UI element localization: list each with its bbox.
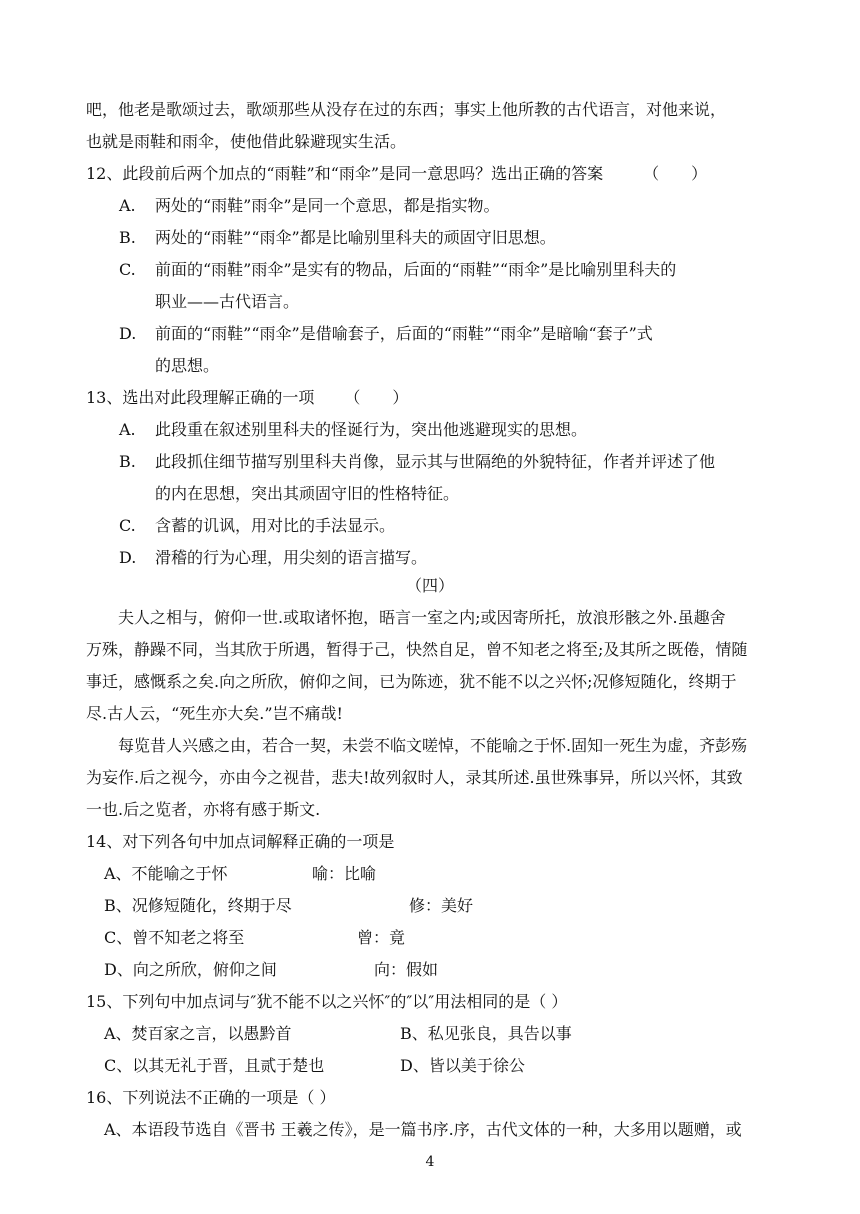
passage-line: 为妄作.后之视今，亦由今之视昔，悲夫!故列叙时人，录其所述.虽世殊事异，所以兴怀，其致	[86, 768, 743, 787]
q13-option-d: D. 滑稽的行为心理，用尖刻的语言描写。	[119, 548, 428, 567]
q12-option-b: B. 两处的“雨鞋”“雨伞”都是比喻别里科夫的顽固守旧思想。	[119, 228, 556, 247]
q12-option-c-cont: 职业——古代语言。	[155, 292, 300, 311]
q15-options-ab: A、焚百家之言，以愚黔首 B、私见张良，具告以事	[104, 1024, 572, 1043]
question-15-stem: 15、下列句中加点词与″犹不能不以之兴怀″的″以″用法相同的是（ ）	[86, 992, 568, 1011]
q14-option-d: D、向之所欣，俯仰之间 向：假如	[104, 960, 439, 979]
question-14-stem: 14、对下列各句中加点词解释正确的一项是	[86, 832, 395, 851]
page-number: 4	[425, 1154, 435, 1170]
q16-option-a: A、本语段节选自《晋书 王羲之传》，是一篇书序.序，古代文体的一种，大多用以题赠，或	[104, 1120, 742, 1139]
q12-option-a: A. 两处的“雨鞋”雨伞”是同一个意思，都是指实物。	[119, 196, 500, 215]
text-line: 吧，他老是歌颂过去，歌颂那些从没存在过的东西；事实上他所教的古代语言，对他来说，	[86, 100, 727, 119]
q13-option-c: C. 含蓄的讥讽，用对比的手法显示。	[119, 516, 396, 535]
passage-line: 一也.后之览者，亦将有感于斯文.	[86, 800, 321, 819]
q12-option-d: D. 前面的“雨鞋”“雨伞”是借喻套子，后面的“雨鞋”“雨伞”是暗喻“套子”式	[119, 324, 653, 343]
q13-option-b-cont: 的内在思想，突出其顽固守旧的性格特征。	[155, 484, 460, 503]
passage-line: 每览昔人兴感之由，若合一契，未尝不临文嗟悼，不能喻之于怀.固知一死生为虚，齐彭殇	[118, 736, 748, 755]
q12-option-c: C. 前面的“雨鞋”雨伞”是实有的物品，后面的“雨鞋”“雨伞”是比喻别里科夫的	[119, 260, 677, 279]
passage-line: 事迁，感慨系之矣.向之所欣，俯仰之间，已为陈迹，犹不能不以之兴怀;况修短随化，终期于	[86, 672, 737, 691]
passage-line: 夫人之相与，俯仰一世.或取诸怀抱，晤言一室之内;或因寄所托，放浪形骸之外.虽趣舍	[118, 608, 726, 627]
q12-option-d-cont: 的思想。	[155, 356, 220, 375]
q14-option-c: C、曾不知老之将至 曾：竟	[104, 928, 406, 947]
question-12-stem: 12、此段前后两个加点的“雨鞋”和“雨伞”是同一意思吗？选出正确的答案 （ ）	[86, 164, 708, 183]
passage-line: 尽.古人云，“死生亦大矣.”岂不痛哉!	[86, 704, 343, 723]
question-13-stem: 13、选出对此段理解正确的一项 （ ）	[86, 388, 409, 407]
question-16-stem: 16、下列说法不正确的一项是（ ）	[86, 1088, 336, 1107]
answer-parens: （ ）	[344, 388, 409, 407]
q14-option-a: A、不能喻之于怀 喻：比喻	[104, 864, 377, 883]
q13-option-a: A. 此段重在叙述别里科夫的怪诞行为，突出他逃避现实的思想。	[119, 420, 588, 439]
q15-options-cd: C、以其无礼于晋，且贰于楚也 D、皆以美于徐公	[104, 1056, 525, 1075]
section-heading: （四）	[405, 576, 454, 595]
passage-line: 万殊，静躁不同，当其欣于所遇，暂得于己，快然自足，曾不知老之将至;及其所之既倦，情随	[86, 640, 748, 659]
q13-option-b: B. 此段抓住细节描写别里科夫肖像，显示其与世隔绝的外貌特征，作者并评述了他	[119, 452, 716, 471]
text-line: 也就是雨鞋和雨伞，使他借此躲避现实生活。	[86, 132, 407, 151]
q14-option-b: B、况修短随化，终期于尽 修：美好	[104, 896, 474, 915]
answer-parens: （ ）	[643, 164, 708, 183]
